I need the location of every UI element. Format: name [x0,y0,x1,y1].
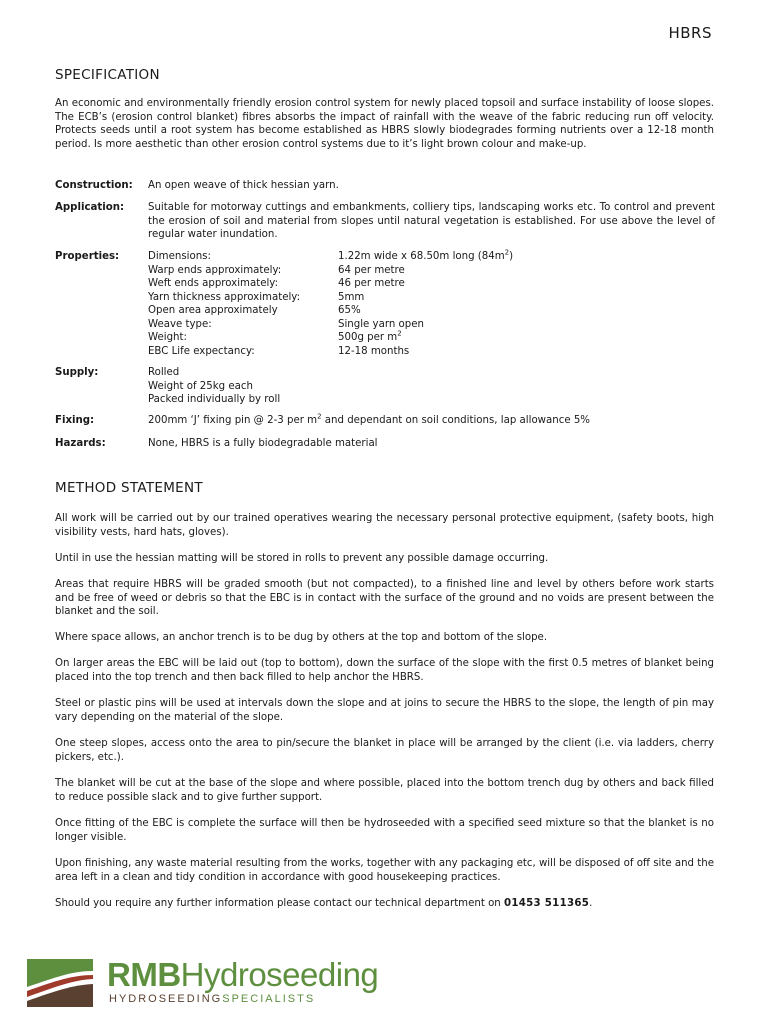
property-value: 46 per metre [338,278,405,289]
supply-line: Packed individually by roll [148,394,281,405]
property-name: Weight: [148,332,187,343]
method-paragraph: Where space allows, an anchor trench is to be dug by others at the top and bottom of the slope. [55,632,548,643]
supply-label: Supply: [55,367,99,378]
property-name: Warp ends approximately: [148,264,282,276]
method-paragraph: All work will be carried out by our trained operatives wearing the necessary personal protective equipment, (safety boots, high visibility vests, hard hats, gloves). [55,513,714,538]
properties-row [55,250,715,360]
property-value: 65% [338,305,361,316]
property-name: Yarn thickness approximately: [148,291,301,303]
supply-line: Weight of 25kg each [148,380,253,392]
supply-row [55,366,715,408]
method-paragraph: Once fitting of the EBC is complete the surface will then be hydroseeded with a specified seed mixture so that the blanket is no longer visible. [55,818,714,843]
method-paragraph: On larger areas the EBC will be laid out (top to bottom), down the surface of the slope with the first 0.5 metres of blanket being placed into the top trench and then back filled to help anchor the HBRS. [55,658,714,683]
phone-number: 01453 511365 [504,898,590,909]
property-value: 12-18 months [338,345,410,357]
property-name: EBC Life expectancy: [148,345,255,357]
method-paragraph: Upon finishing, any waste material resulting from the works, together with any packaging etc, will be disposed of off site and the area left in a clean and tidy condition in accordance with good housekeeping practices. [55,858,714,883]
method-paragraph: The blanket will be cut at the base of the slope and where possible, placed into the bottom trench dug by others and back filled to reduce possible slack and to give further support. [55,778,714,803]
property-value: 500g per $m^2$ [338,329,402,343]
method-paragraph: Until in use the hessian matting will be stored in rolls to prevent any possible damage occurring. [55,553,549,564]
method-paragraph: One steep slopes, access onto the area to pin/secure the blanket in place will be arranged by the client (i.e. via ladders, cherry pickers, etc.). [55,738,714,763]
hazards-text: None, HBRS is a fully biodegradable material [148,438,378,449]
construction-label: Construction: [55,180,133,191]
method-paragraph: Steel or plastic pins will be used at intervals down the slope and at joins to secure the HBRS to the slope, the length of pin may vary depending on the material of the slope. [55,698,714,723]
contact-paragraph: Should you require any further information please contact our technical department on 01453 511365. [55,898,593,909]
property-value: Single yarn open [338,318,424,330]
rmb-hydroseeding-logo [27,957,387,1009]
property-name: Open area approximately [148,305,278,316]
fixing-label: Fixing: [55,415,95,426]
property-value: 5mm [338,291,365,303]
properties-label: Properties: [55,251,120,262]
property-name: Weave type: [148,318,212,330]
property-name: Dimensions: [148,251,211,262]
hazards-label: Hazards: [55,438,106,449]
specification-intro: An economic and environmentally friendly erosion control system for newly placed topsoil and surface instability of loose slopes. The ECB’s (erosion control blanket) fibres absorbs the impact of rainfall with the weave of the fabric reducing run off velocity. Protects seeds until a root system has become established as HBRS slowly biodegrades forming nutrients over a 12-18 month period. Is more aesthetic than other erosion control systems due to it’s light brown colour and make-up. [55,98,714,150]
application-text: Suitable for motorway cuttings and embankments, colliery tips, landscaping works etc. To control and prevent the erosion of soil and material from slopes until natural vegetation is established. For use above the level of regular water inundation. [148,202,715,240]
document-code: HBRS [668,24,712,42]
specification-heading: SPECIFICATION [55,67,160,83]
logo-mark-icon [27,957,93,1009]
construction-text: An open weave of thick hessian yarn. [148,180,339,191]
property-value: 1.22m wide x 68.50m long $(84m^2)$ [338,248,514,262]
fixing-text: 200mm ‘J’ fixing pin @ 2-3 per $m^2$ and dependant on soil conditions, lap allowance 5% [148,412,590,426]
property-name: Weft ends approximately: [148,278,279,289]
method-paragraph: Areas that require HBRS will be graded smooth (but not compacted), to a finished line and level by others before work starts and be free of weed or debris so that the EBC is in contact with the surface of the ground and no voids are present between the blanket and the soil. [55,579,714,617]
logo-tagline: HYDROSEEDINGSPECIALISTS [109,993,316,1005]
method-statement-heading: METHOD STATEMENT [55,480,203,496]
property-value: 64 per metre [338,264,405,276]
supply-line: Rolled [148,367,180,378]
application-label: Application: [55,202,125,213]
logo-wordmark: RMBHydroseeding [107,956,379,993]
